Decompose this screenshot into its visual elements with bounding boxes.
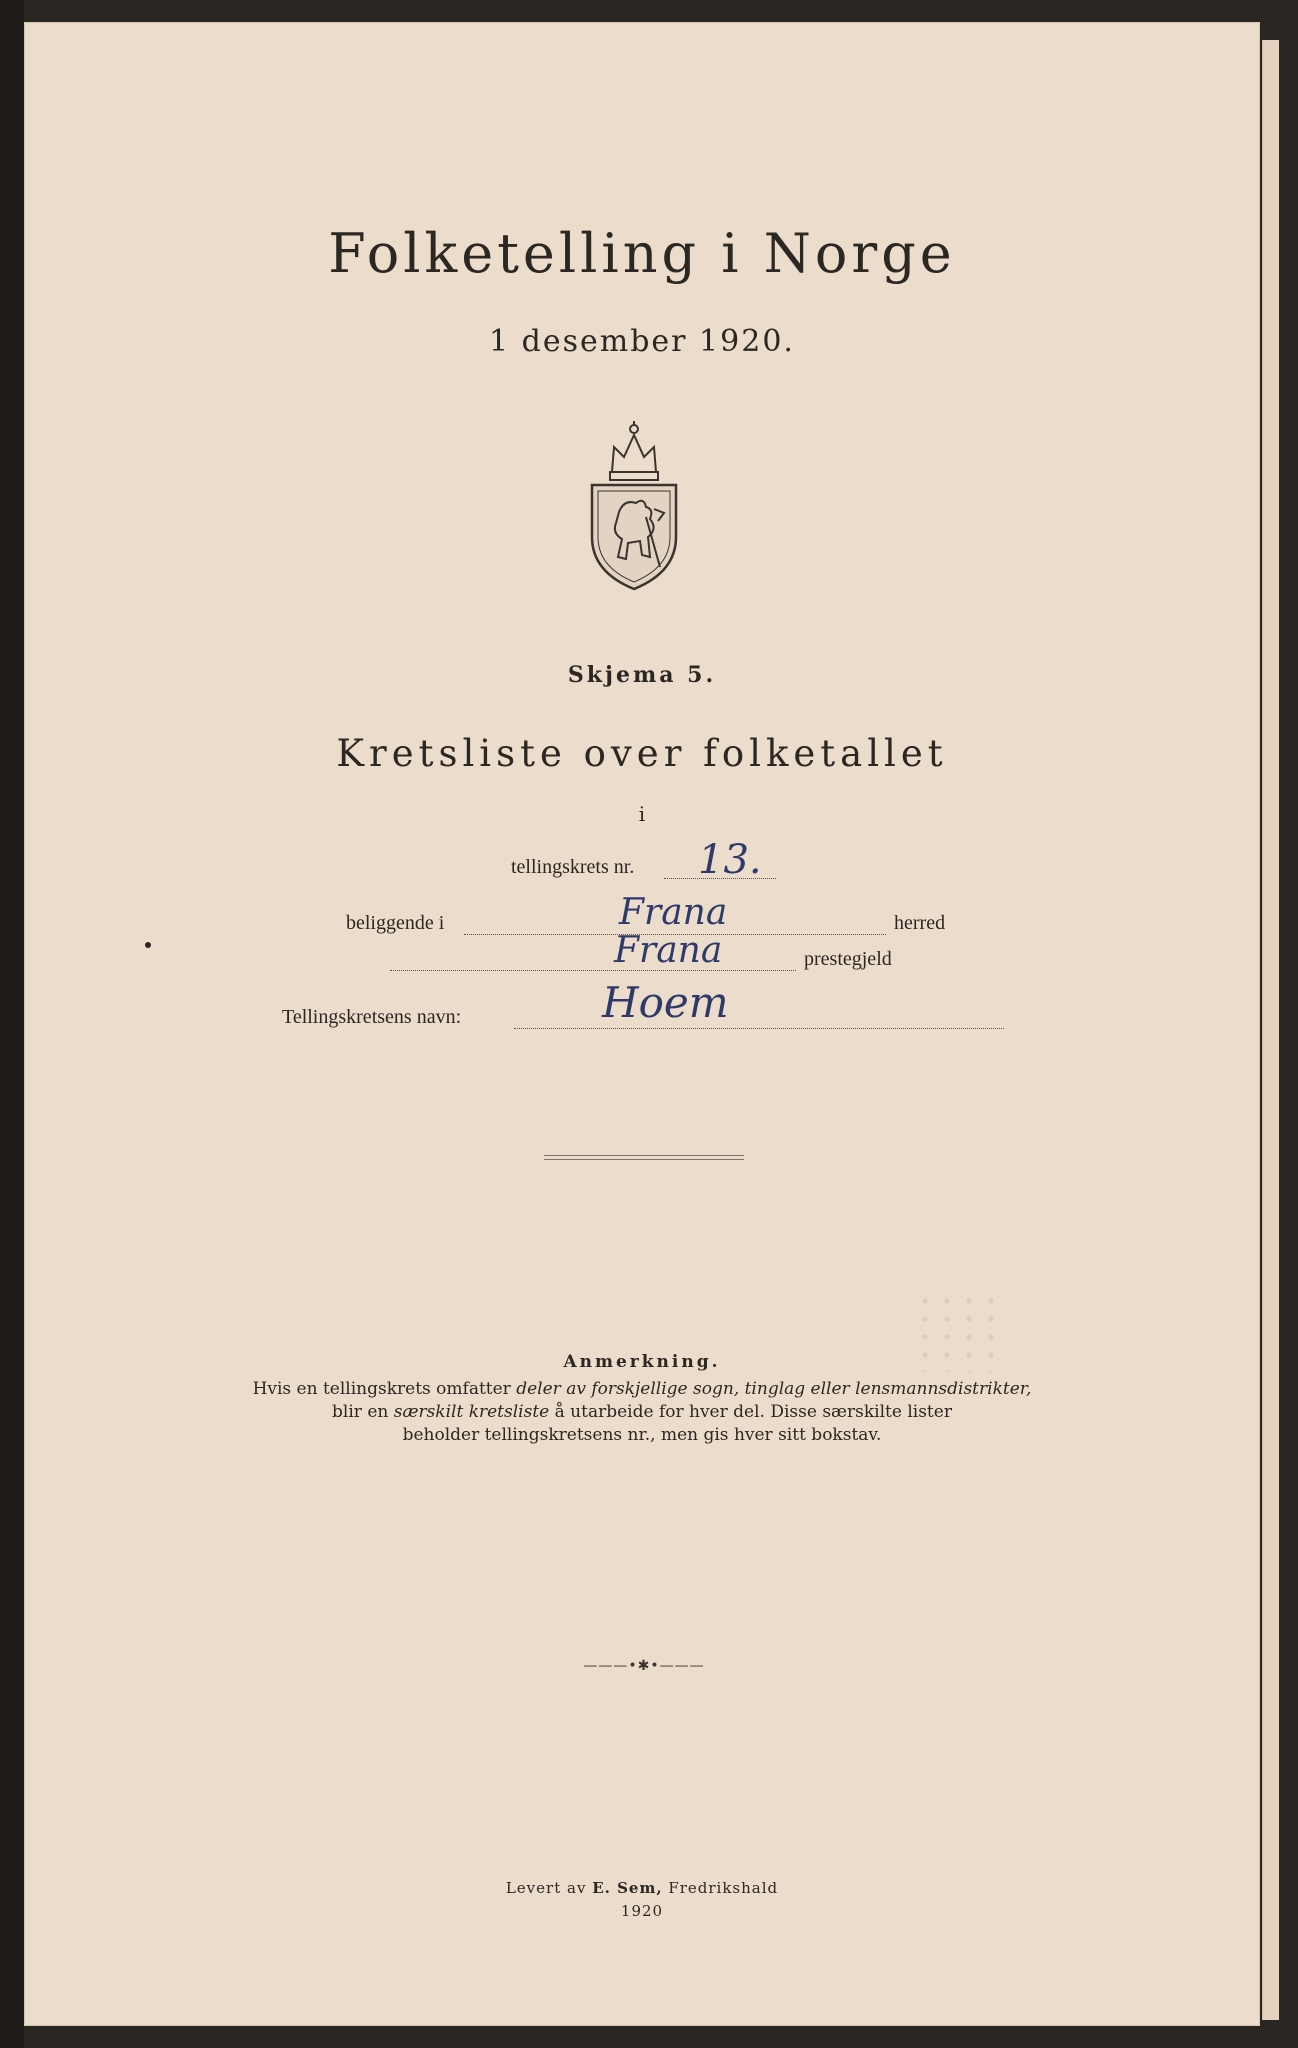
prestegjeld-value: Frana	[614, 930, 723, 971]
census-date: 1 desember 1920.	[489, 324, 795, 359]
remark-line-2-plain-b: å utarbeide for hver del. Disse særskilte lister	[549, 1402, 952, 1422]
norwegian-coat-of-arms-icon	[584, 417, 684, 592]
remark-line-3: beholder tellingskretsens nr., men gis hver sitt bokstav.	[402, 1425, 882, 1445]
section-divider	[544, 1155, 744, 1160]
prestegjeld-line	[390, 970, 796, 971]
printer-city: Fredrikshald	[662, 1879, 779, 1897]
stray-dot-mark	[145, 942, 151, 948]
remark-line-1	[174, 1378, 1110, 1401]
beliggende-label: beliggende i	[346, 912, 445, 934]
printer-name: E. Sem,	[592, 1879, 663, 1897]
remark-line-2-plain-a: blir en	[332, 1402, 394, 1422]
page-back-edge	[1262, 40, 1279, 2020]
printer-prefix: Levert av	[505, 1879, 593, 1897]
printer-credit	[24, 1879, 1260, 1897]
krets-name-label: Tellingskretsens navn:	[282, 1006, 462, 1028]
schema-number: Skjema 5.	[567, 662, 717, 688]
krets-number-value: 13.	[698, 837, 762, 883]
remark-line-1-plain: Hvis en tellingskrets omfatter	[252, 1379, 517, 1399]
census-form-page	[24, 22, 1260, 2026]
krets-number-label: tellingskrets nr.	[511, 856, 635, 878]
remark-text	[174, 1378, 1110, 1447]
prestegjeld-label: prestegjeld	[804, 948, 892, 970]
krets-name-value: Hoem	[602, 978, 729, 1027]
remark-line-2-italic: særskilt kretsliste	[393, 1402, 550, 1422]
printer-year: 1920	[620, 1902, 664, 1920]
remark-line-2	[174, 1401, 1110, 1424]
page-title: Folketelling i Norge	[328, 222, 956, 285]
remark-line-1-italic: deler av forskjellige sogn, tinglag eller lensmannsdistrikter,	[516, 1379, 1032, 1399]
herred-label: herred	[894, 912, 946, 934]
binding-spine	[0, 0, 24, 2048]
herred-value: Frana	[619, 892, 728, 933]
form-heading: Kretsliste over folketallet	[336, 732, 948, 775]
krets-name-line	[514, 1028, 1004, 1029]
ornament-divider: ———•✱•———	[583, 1658, 705, 1674]
preposition-text: i	[638, 802, 646, 826]
remark-title: Anmerkning.	[563, 1352, 721, 1372]
